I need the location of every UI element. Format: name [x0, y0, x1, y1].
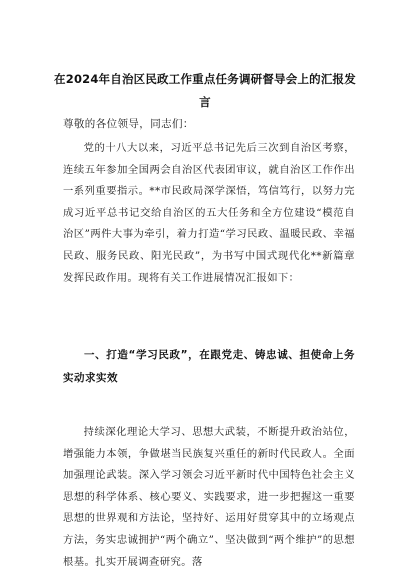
paragraph-section-1: 持续深化理论大学习、思想大武装，不断提升政治站位，增强能力本领，争做堪当民族复兴重任的新时代民政人。全面加强理论武装。深入学习领会习近平新时代中国特色社会主义思想的科学体系、核心要义、实践要求，进一步把握这一重要思想的世界观和方法论，坚持好、运用好贯穿其中的立场观点方法，务实忠诚拥护“两个确立”、坚决做到“两个维护”的思想根基。扎实开展调查研究。落 — [63, 426, 355, 568]
section-heading-1: 一、打造“学习民政”，在跟党走、铸忠诚、担使命上务实动求实效 — [63, 349, 355, 384]
document-title: 在2024年自治区民政工作重点任务调研督导会上的汇报发言 — [54, 72, 356, 109]
salutation: 尊敬的各位领导，同志们： — [63, 118, 194, 130]
paragraph-intro: 党的十八大以来，习近平总书记先后三次到自治区考察，连续五年参加全国两会自治区代表团审议，就自治区工作作出一系列重要指示。**市民政局深学深悟，笃信笃行，以努力完成习近平总书记交给自治区的五大任务和全方位建设“模范自治区”两件大事为牵引，着力打造“学习民政、温暖民政、幸福民政、服务民政、阳光民政”，为书写中国式现代化**新篇章发挥民政作用。现将有关工作进展情况汇报如下： — [63, 142, 355, 284]
